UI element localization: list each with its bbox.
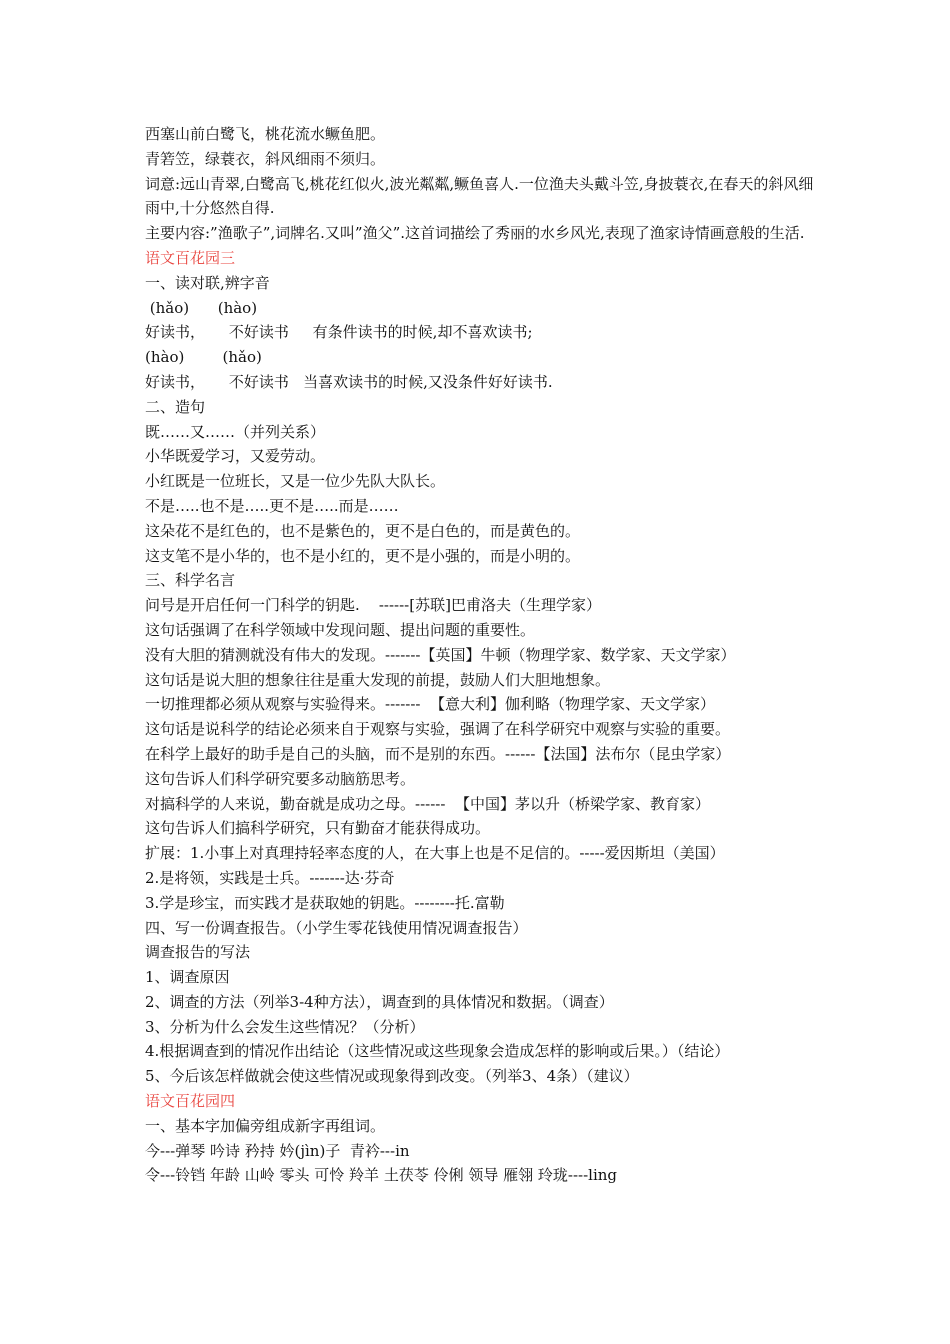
subheading-quotes: 三、科学名言	[145, 571, 236, 590]
quote-line: 问号是开启任何一门科学的钥匙. ------[苏联]巴甫洛夫（生理学家）	[145, 596, 601, 615]
subheading-sentence: 二、造句	[145, 397, 206, 416]
report-method-title: 调查报告的写法	[145, 943, 251, 962]
quote-line: 在科学上最好的助手是自己的头脑，而不是别的东西。------【法国】法布尔（昆虫学家）	[145, 744, 731, 763]
pattern-line-1: 既……又……（并列关系）	[145, 422, 326, 441]
couplet-line-2: 好读书， 不好读书 当喜欢读书的时候,又没条件好好读书.	[145, 372, 553, 391]
pinyin-line-2: (hào) (hǎo)	[145, 348, 262, 367]
quote-line: 对搞科学的人来说，勤奋就是成功之母。------ 【中国】茅以升（桥梁学家、教育家）	[145, 794, 710, 813]
quote-explanation: 这句话是说大胆的想象往往是重大发现的前提，鼓励人们大胆地想象。	[145, 670, 611, 689]
example-line: 这支笔不是小华的，也不是小红的，更不是小强的，而是小明的。	[145, 546, 581, 565]
couplet-line-1: 好读书， 不好读书 有条件读书的时候,却不喜欢读书;	[145, 323, 533, 342]
quote-line: 一切推理都必须从观察与实验得来。------- 【意大利】伽利略（物理学家、天文学家）	[145, 695, 716, 714]
quote-explanation: 这句告诉人们搞科学研究，只有勤奋才能获得成功。	[145, 819, 491, 838]
poem-meaning: 词意:远山青翠,白鹭高飞,桃花红似火,波光粼粼,鳜鱼喜人.一位渔夫头戴斗笠,身披蓑衣,在春天的斜风细雨中,十分悠然自得.	[145, 174, 814, 218]
quote-line: 没有大胆的猜测就没有伟大的发现。-------【英国】牛顿（物理学家、数学家、天文学家）	[145, 645, 736, 664]
pinyin-line-1: (hǎo) (hào)	[145, 298, 258, 317]
poem-line-1: 西塞山前白鹭飞，桃花流水鳜鱼肥。	[145, 125, 386, 143]
example-line: 小华既爱学习，又爱劳动。	[145, 447, 326, 466]
subheading-radicals: 一、基本字加偏旁组成新字再组词。	[145, 1116, 386, 1135]
report-step: 4.根据调查到的情况作出结论（这些情况或这些现象会造成怎样的影响或后果。）（结论）	[145, 1042, 730, 1061]
quote-explanation: 这句话强调了在科学领域中发现问题、提出问题的重要性。	[145, 620, 536, 639]
report-step: 5、今后该怎样做就会使这些情况或现象得到改变。（列举3、4条）（建议）	[145, 1067, 639, 1086]
extension-line: 扩展：1.小事上对真理持轻率态度的人，在大事上也是不足信的。-----爱因斯坦（美国）	[145, 844, 725, 863]
document-body	[145, 122, 815, 1188]
example-line: 这朵花不是红色的，也不是紫色的，更不是白色的，而是黄色的。	[145, 521, 581, 540]
poem-line-2: 青箬笠，绿蓑衣，斜风细雨不须归。	[145, 149, 386, 168]
pattern-line-2: 不是…..也不是…..更不是…..而是……	[145, 496, 399, 515]
word-group-line: 今---弹琴 吟诗 矜持 妗(jìn)子 青衿---in	[145, 1141, 410, 1160]
poem-main-content: 主要内容:”渔歌子”,词牌名.又叫”渔父”.这首词描绘了秀丽的水乡风光,表现了渔家诗情画意般的生活.	[145, 224, 805, 243]
quote-explanation: 这句告诉人们科学研究要多动脑筋思考。	[145, 769, 416, 788]
section-heading-4: 语文百花园四	[145, 1092, 236, 1111]
quote-explanation: 这句话是说科学的结论必须来自于观察与实验，强调了在科学研究中观察与实验的重要。	[145, 720, 731, 739]
subheading-couplet: 一、读对联,辨字音	[145, 273, 270, 292]
report-step: 1、调查原因	[145, 968, 230, 987]
example-line: 小红既是一位班长，又是一位少先队大队长。	[145, 472, 446, 491]
report-step: 2、调查的方法（列举3-4种方法），调查到的具体情况和数据。（调查）	[145, 992, 614, 1011]
extension-line: 3.学是珍宝，而实践才是获取她的钥匙。--------托.富勒	[145, 893, 505, 912]
subheading-report: 四、写一份调查报告。（小学生零花钱使用情况调查报告）	[145, 918, 528, 937]
section-heading-3: 语文百花园三	[145, 248, 236, 267]
extension-line: 2.是将领，实践是士兵。-------达·芬奇	[145, 868, 395, 887]
word-group-line: 令---铃铛 年龄 山岭 零头 可怜 羚羊 土茯苓 伶俐 领导 雁翎 玲珑----ling	[145, 1166, 618, 1185]
report-step: 3、分析为什么会发生这些情况？（分析）	[145, 1017, 425, 1036]
